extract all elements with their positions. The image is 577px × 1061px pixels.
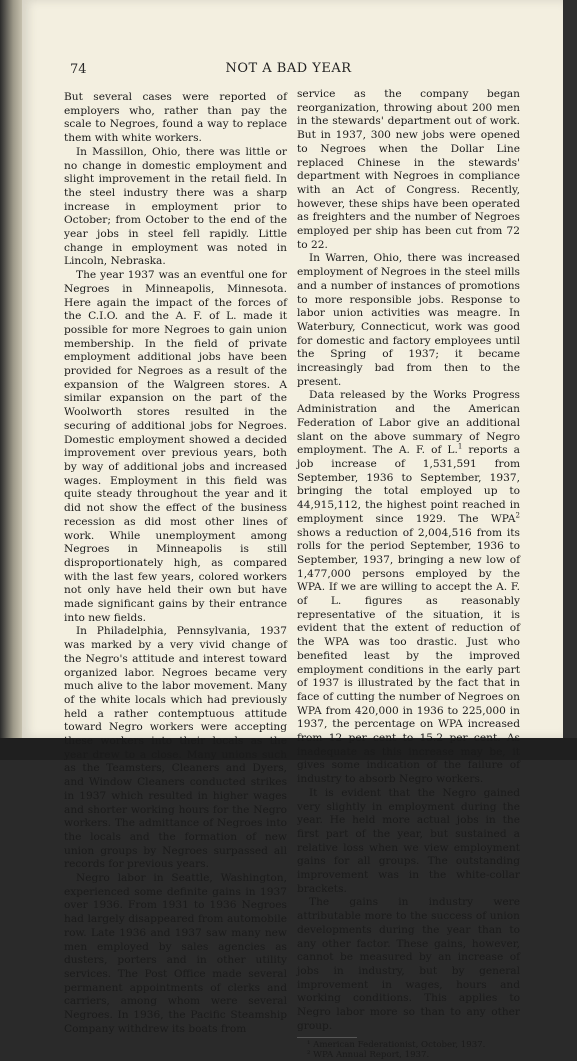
paragraph: In Philadelphia, Pennsylvania, 1937 was marked by a very vivid change of the Negro's attitude and interest toward organized labor. Negroes became very much alive to the labor movement. Many of the white locals which had previously held a rather contemptuous attitude toward Negro workers were accepting these workers into their locals as the year drew to a close. Many unions such as the Teamsters, Cleaners and Dyers, and Window Cleaners conducted strikes in 1937 which resulted in higher wages and shorter working hours for the Negro workers. The admittance of Negroes into the locals and the formation of new union groups by Negroes surpassed all records for previous years.	[64, 625, 287, 871]
footnote-divider	[297, 1037, 357, 1038]
footnote-marker: 2	[515, 511, 520, 520]
paragraph: The year 1937 was an eventful one for Negroes in Minneapolis, Minnesota. Here again the impact of the forces of the C.I.O. and the A. F. of L. made it possible for more Negroes to gain union membership. In the field of private employment additional jobs have been provided for Negroes as a result of the expansion of the Walgreen stores. A similar expansion on the part of the Woolworth stores resulted in the securing of additional jobs for Negroes. Domestic employment showed a decided improvement over previous years, both by way of additional jobs and increased wages. Employment in this field was quite steady throughout the year and it did not show the effect of the business recession as did most other lines of work. While unemployment among Negroes in Minneapolis is still disproportionately high, as compared with the last few years, colored workers not only have held their own but have made significant gains by their entrance into new fields.	[64, 269, 287, 624]
paragraph-text: shows a reduction of 2,004,516 from its rolls for the period September, 1936 to September, 1937, bringing a new low of 1,477,000 persons employed by the WPA. If we are willing to accept the A. F. of L. figures as reasonably representative of the situation, it is evident that the extent of reduction of the WPA was too drastic. Just who benefited least by the improved employment conditions in the early part of 1937 is illustrated by the fact that in face of cutting the number of Negroes on WPA from 420,000 in 1936 to 225,000 in 1937, the percentage on WPA increased from 12 per cent to 15.2 per cent. As inadequate as this increase may be, it gives some indication of the failure of industry to absorb Negro workers.	[297, 526, 520, 786]
running-title: NOT A BAD YEAR	[225, 61, 352, 76]
left-column	[64, 91, 287, 1037]
footnote: ¹ American Federationist, October, 1937.	[307, 1039, 486, 1050]
right-column	[297, 88, 520, 1061]
page-edge-right	[563, 0, 577, 760]
book-spine	[0, 0, 24, 760]
paragraph	[297, 389, 520, 786]
paragraph: But several cases were reported of employers who, rather than pay the scale to Negroes, found a way to replace them with white workers.	[64, 91, 287, 145]
paragraph: service as the company began reorganization, throwing about 200 men in the stewards' department out of work. But in 1937, 300 new jobs were opened to Negroes when the Dollar Line replaced Chinese in the stewards' department with Negroes in compliance with an Act of Congress. Recently, however, these ships have been operated as freighters and the number of Negroes employed per ship has been cut from 72 to 22.	[297, 88, 520, 251]
page-number: 74	[70, 62, 87, 77]
footnote-marker: 1	[457, 442, 463, 451]
paragraph: Negro labor in Seattle, Washington, experienced some definite gains in 1937 over 1936. From 1931 to 1936 Negroes had largely disappeared from automobile row. Late 1936 and 1937 saw many new men employed by sales agencies as dusters, porters and in other utility services. The Post Office made several permanent appointments of clerks and carriers, among whom were several Negroes. In 1936, the Pacific Steamship Company withdrew its boats from	[64, 872, 287, 1035]
paragraph-text: Data released by the Works Progress Administration and the American Federation of Labor give an additional slant on the above summary of Negro employment. The A. F. of L.	[297, 389, 520, 457]
paragraph-text: reports a job increase of 1,531,591 from September, 1936 to September, 1937, bringing the total employed up to 44,915,112, the highest point reached in employment since 1929. The WPA	[297, 444, 520, 525]
paragraph: The gains in industry were attributable more to the success of union developments during the year than to any other factor. These gains, however, cannot be measured by an increase of jobs in industry, but by general improvement in wages, hours and working conditions. This applies to Negro labor more so than to any other group.	[297, 896, 520, 1032]
footnote: ² WPA Annual Report, 1937.	[307, 1050, 430, 1061]
paragraph: In Massillon, Ohio, there was little or no change in domestic employment and slight improvement in the retail field. In the steel industry there was a sharp increase in employment prior to October; from October to the end of the year jobs in steel fell rapidly. Little change in employment was noted in Lincoln, Nebraska.	[64, 145, 287, 268]
paragraph: In Warren, Ohio, there was increased employment of Negroes in the steel mills and a number of instances of promotions to more responsible jobs. Response to labor union activities was meagre. In Waterbury, Connecticut, work was good for domestic and factory employees until the Spring of 1937; it became increasingly bad from then to the present.	[297, 252, 520, 388]
paragraph: It is evident that the Negro gained very slightly in employment during the year. He held more actual jobs in the first part of the year, but sustained a relative loss when we view employment gains for all groups. The outstanding improvement was in the white-collar brackets.	[297, 786, 520, 895]
